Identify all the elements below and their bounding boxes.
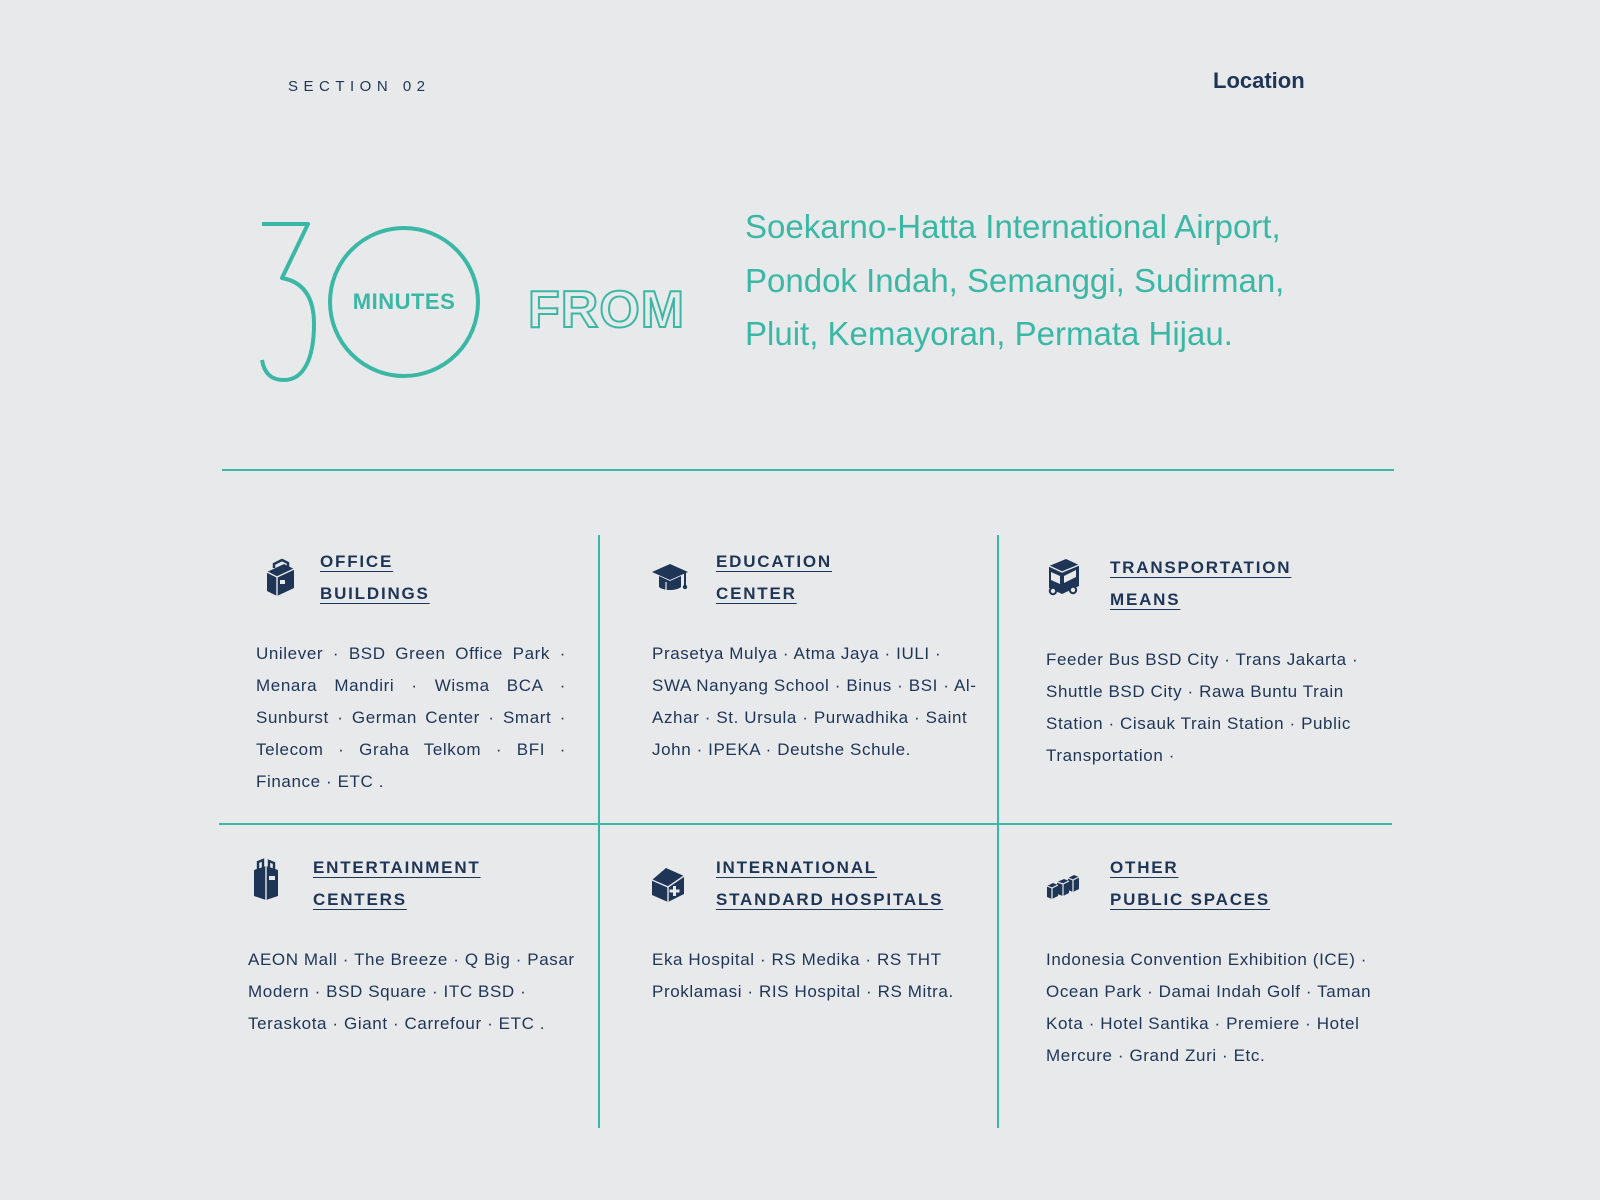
category-body-public-spaces: Indonesia Convention Exhibition (ICE) · Ocean Park · Damai Indah Golf · Taman Kota · Hotel Santika · Premiere · Hotel Mercure · Grand Zuri · Etc. [1046,950,1372,1065]
divider-vertical-left [598,535,600,1128]
category-body-office: Unilever · BSD Green Office Park · Menara Mandiri · Wisma BCA · Sunburst · German Center · Smart · Telecom · Graha Telkom · BFI · Finance · ETC . [256,644,566,791]
divider-horizontal-top [222,469,1394,471]
category-body-transportation: Feeder Bus BSD City · Trans Jakarta · Shuttle BSD City · Rawa Buntu Train Station · Cisauk Train Station · Public Transportation · [1046,650,1359,765]
minutes-circle [328,226,480,378]
graduation-cap-icon [650,560,684,600]
category-body-hospitals: Eka Hospital · RS Medika · RS THT Proklamasi · RIS Hospital · RS Mitra. [652,950,954,1001]
category-heading-office: OFFICE BUILDINGS [320,552,430,603]
category-heading-hospitals: INTERNATIONAL STANDARD HOSPITALS [716,858,944,909]
minutes-label: MINUTES [352,289,456,314]
big-number-three [258,220,318,390]
bus-icon [1046,556,1080,596]
destinations-text: Soekarno-Hatta International Airport, Pondok Indah, Semanggi, Sudirman, Pluit, Kemayoran, Permata Hijau. [745,208,1285,352]
page-title: Location [1213,68,1305,93]
category-heading-education: EDUCATION CENTER [716,552,832,603]
category-heading-public-spaces: OTHER PUBLIC SPACES [1110,858,1271,909]
briefcase-icon [262,558,296,598]
shopping-bag-icon [252,858,286,898]
divider-horizontal-middle [219,823,1392,825]
category-body-entertainment: AEON Mall · The Breeze · Q Big · Pasar Modern · BSD Square · ITC BSD · Teraskota · Giant · Carrefour · ETC . [248,950,575,1033]
divider-vertical-right [997,535,999,1128]
section-label: SECTION 02 [288,78,431,95]
buildings-icon [1046,874,1080,914]
category-heading-transportation: TRANSPORTATION MEANS [1110,558,1292,609]
from-label: FROM [528,281,686,339]
category-body-education: Prasetya Mulya · Atma Jaya · IULI · SWA Nanyang School · Binus · BSI · Al-Azhar · St. Ursula · Purwadhika · Saint John · IPEKA · Deutshe Schule. [652,644,977,759]
category-heading-entertainment: ENTERTAINMENT CENTERS [313,858,481,909]
hospital-icon [650,864,684,904]
